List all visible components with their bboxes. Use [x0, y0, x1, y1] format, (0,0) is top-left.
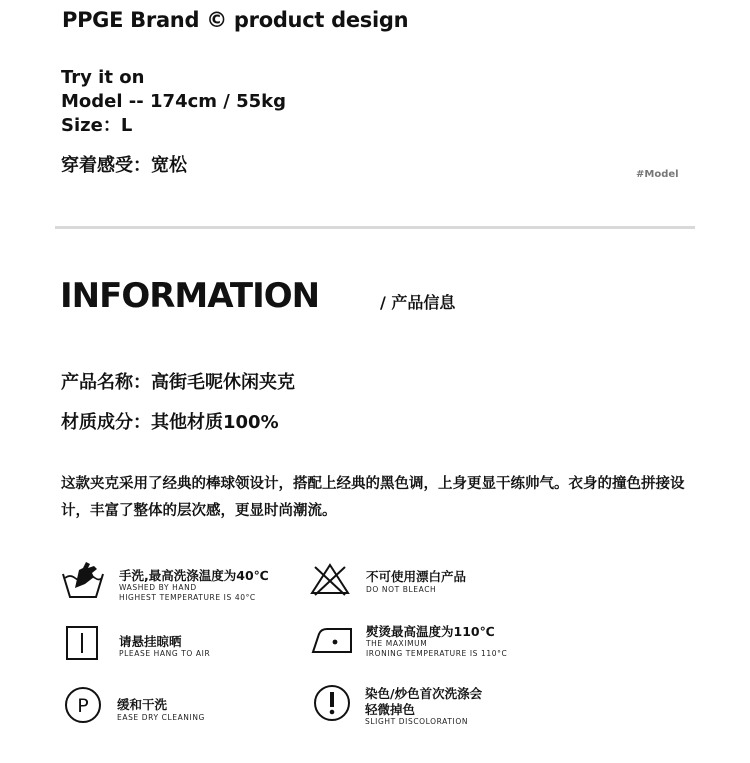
care-iron — [311, 620, 551, 660]
care-no-bleach — [309, 562, 549, 602]
care-hang-dry-cn: 请悬挂晾晒 — [119, 634, 182, 649]
try-on-label: Try it on — [61, 67, 145, 88]
care-hand-wash — [61, 560, 301, 604]
care-hand-wash-en2: HIGHEST TEMPERATURE IS 40°C — [119, 593, 256, 602]
size-info: Size：L — [61, 115, 133, 136]
brand-title: PPGE Brand © product design — [62, 8, 409, 32]
information-title: INFORMATION — [60, 276, 320, 316]
care-iron-en1: THE MAXIMUM — [366, 639, 428, 648]
section-divider — [55, 226, 695, 229]
care-no-bleach-en1: DO NOT BLEACH — [366, 585, 437, 594]
hand-wash-icon — [61, 560, 105, 602]
care-discoloration-en1: SLIGHT DISCOLORATION — [365, 717, 469, 726]
discoloration-warning-icon — [313, 684, 351, 722]
care-iron-cn: 熨烫最高温度为110℃ — [366, 624, 495, 639]
iron-icon — [311, 620, 353, 654]
care-dry-clean-en1: EASE DRY CLEANING — [117, 713, 205, 722]
fit-feel: 穿着感受：宽松 — [61, 155, 187, 176]
care-discoloration-cn2: 轻微掉色 — [365, 702, 416, 717]
information-subtitle: / 产品信息 — [380, 293, 456, 312]
model-info: Model -- 174cm / 55kg — [61, 91, 287, 112]
hang-dry-icon — [66, 626, 98, 660]
model-tag: #Model — [636, 169, 679, 180]
care-discoloration-cn1: 染色/炒色首次洗涤会 — [365, 686, 483, 701]
care-dry-clean-cn: 缓和干洗 — [117, 697, 168, 712]
product-description: 这款夹克采用了经典的棒球领设计，搭配上经典的黑色调，上身更显干练帅气。衣身的撞色拼接设计，丰富了整体的层次感，更显时尚潮流。 — [61, 476, 685, 519]
product-name: 产品名称：高街毛呢休闲夹克 — [61, 372, 295, 393]
no-bleach-icon — [309, 562, 351, 596]
care-hang-dry — [66, 626, 306, 662]
care-dry-clean — [64, 686, 304, 724]
material-composition: 材质成分：其他材质100% — [61, 412, 279, 433]
care-hand-wash-en1: WASHED BY HAND — [119, 583, 197, 592]
dry-clean-icon — [64, 686, 102, 724]
svg-text:P: P — [77, 695, 89, 717]
try-on-block — [61, 66, 286, 138]
care-no-bleach-cn: 不可使用漂白产品 — [366, 569, 467, 584]
care-discoloration — [313, 684, 553, 728]
care-hang-dry-en1: PLEASE HANG TO AIR — [119, 649, 211, 658]
care-hand-wash-cn: 手洗,最高洗涤温度为40℃ — [119, 568, 269, 583]
care-iron-en2: IRONING TEMPERATURE IS 110°C — [366, 649, 508, 658]
